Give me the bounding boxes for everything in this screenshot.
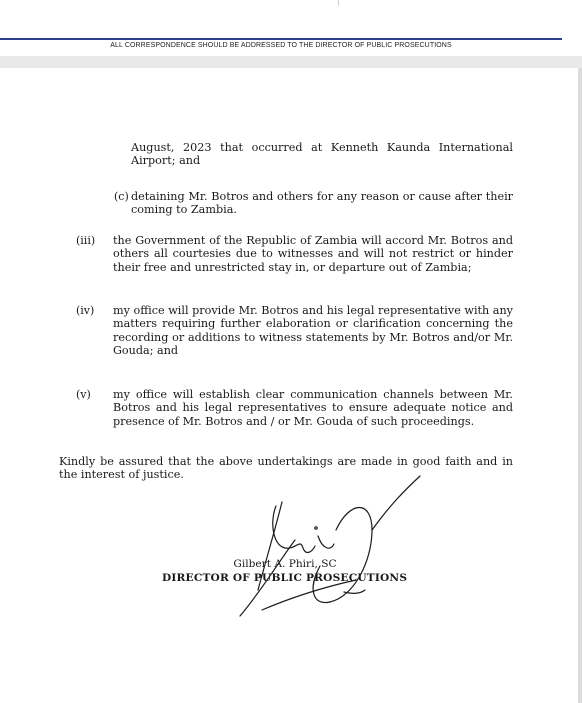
item-iv-text: my office will provide Mr. Botros and his legal representative with any matters requiring further elaboration or clarification concerning the recording or additions to witness statements by Mr. Botros and/or Mr. Gouda; and	[113, 304, 513, 358]
item-c-text-content: detaining Mr. Botros and others for any reason or cause after their coming to Zambia.	[131, 190, 513, 217]
closing-paragraph: Kindly be assured that the above undertakings are made in good faith and in the interest of justice.	[59, 455, 513, 482]
signatory-name: Gilbert A. Phiri, SC	[233, 558, 337, 570]
signatory-title: DIRECTOR OF PUBLIC PROSECUTIONS	[162, 572, 408, 584]
correspondence-notice: ALL CORRESPONDENCE SHOULD BE ADDRESSED TO THE DIRECTOR OF PUBLIC PROSECUTIONS	[110, 42, 452, 49]
item-v-marker: (v)	[76, 388, 91, 401]
continuation-paragraph: August, 2023 that occurred at Kenneth Kaunda International Airport; and	[131, 141, 513, 168]
item-iii-text: the Government of the Republic of Zambia will accord Mr. Botros and others all courtesies due to witnesses and will not restrict or hinder their free and unrestricted stay in, or departure out of Zambia;	[113, 234, 513, 274]
item-iv-marker: (iv)	[76, 304, 95, 317]
item-c-marker: (c)	[114, 190, 129, 203]
item-v-text: my office will establish clear communication channels between Mr. Botros and his legal representatives to ensure adequate notice and presence of Mr. Botros and / or Mr. Gouda of such proceedings.	[113, 388, 513, 428]
item-iii-marker: (iii)	[76, 234, 96, 247]
